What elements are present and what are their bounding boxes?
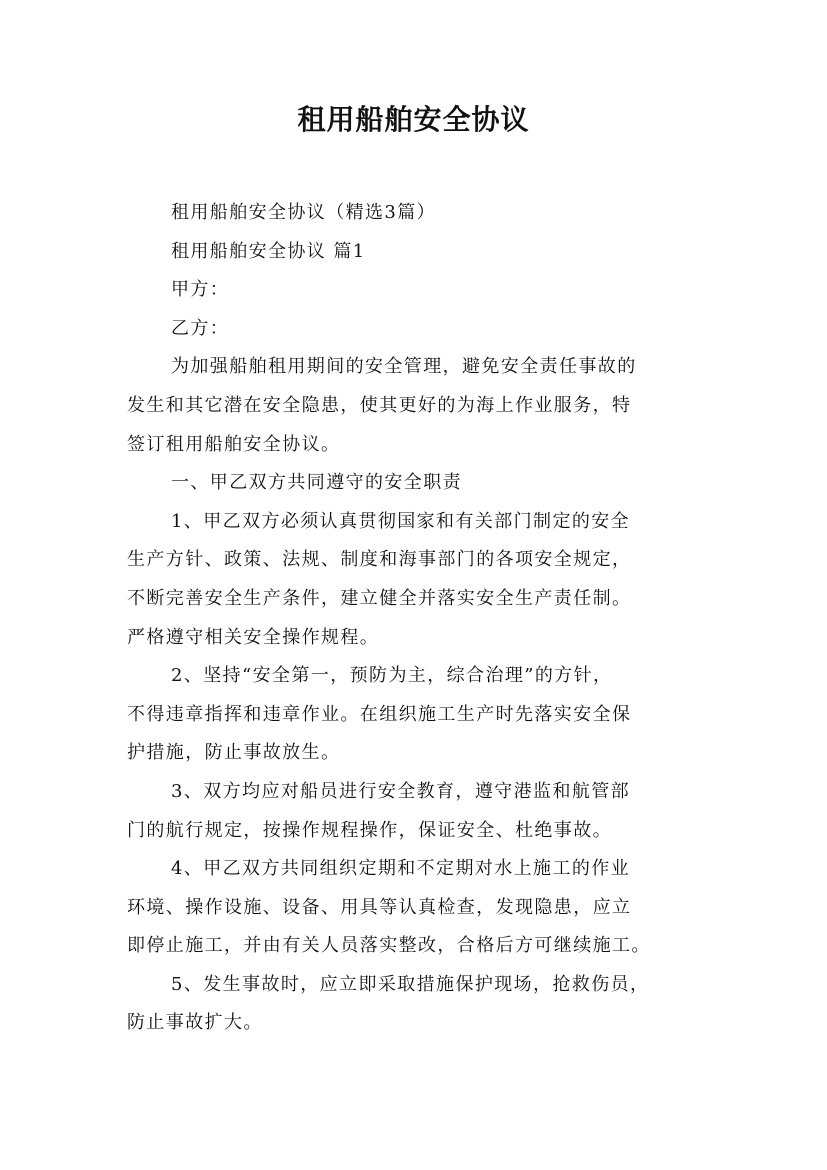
clause-line: 不断完善安全生产条件，建立健全并落实安全生产责任制。 bbox=[127, 587, 632, 609]
subtitle-line: 租用船舶安全协议（精选3篇） bbox=[171, 202, 437, 223]
party-b-line: 乙方： bbox=[171, 317, 230, 339]
section-heading: 租用船舶安全协议 篇1 bbox=[171, 240, 366, 262]
body-line: 发生和其它潜在安全隐患，使其更好的为海上作业服务，特 bbox=[127, 394, 632, 416]
clause-line: 5、发生事故时，应立即采取措施保护现场，抢救伤员， bbox=[171, 973, 650, 995]
clause-line: 4、甲乙双方共同组织定期和不定期对水上施工的作业 bbox=[171, 858, 631, 880]
clause-line: 防止事故扩大。 bbox=[127, 1012, 263, 1034]
clause-line: 门的航行规定，按操作规程操作，保证安全、杜绝事故。 bbox=[127, 819, 612, 841]
document-body bbox=[127, 194, 707, 1043]
clause-line: 严格遵守相关安全操作规程。 bbox=[127, 626, 380, 648]
clause-line: 不得违章指挥和违章作业。在组织施工生产时先落实安全保 bbox=[127, 703, 632, 725]
clause-line: 1、甲乙双方必须认真贯彻国家和有关部门制定的安全 bbox=[171, 510, 631, 532]
clause-line: 3、双方均应对船员进行安全教育，遵守港监和航管部 bbox=[171, 780, 631, 802]
clause-line: 护措施，防止事故放生。 bbox=[127, 742, 341, 764]
document-title: 租用船舶安全协议 bbox=[297, 103, 530, 136]
body-line: 签订租用船舶安全协议。 bbox=[127, 433, 341, 455]
clause-heading: 一、甲乙双方共同遵守的安全职责 bbox=[171, 472, 462, 494]
clause-line: 2、坚持“安全第一，预防为主，综合治理”的方针， bbox=[171, 665, 613, 687]
body-line: 为加强船舶租用期间的安全管理，避免安全责任事故的 bbox=[171, 356, 637, 378]
clause-line: 生产方针、政策、法规、制度和海事部门的各项安全规定， bbox=[127, 549, 632, 571]
clause-line: 即停止施工，并由有关人员落实整改，合格后方可继续施工。 bbox=[127, 935, 651, 957]
party-a-line: 甲方： bbox=[171, 279, 230, 301]
clause-line: 环境、操作设施、设备、用具等认真检查，发现隐患，应立 bbox=[127, 896, 632, 918]
